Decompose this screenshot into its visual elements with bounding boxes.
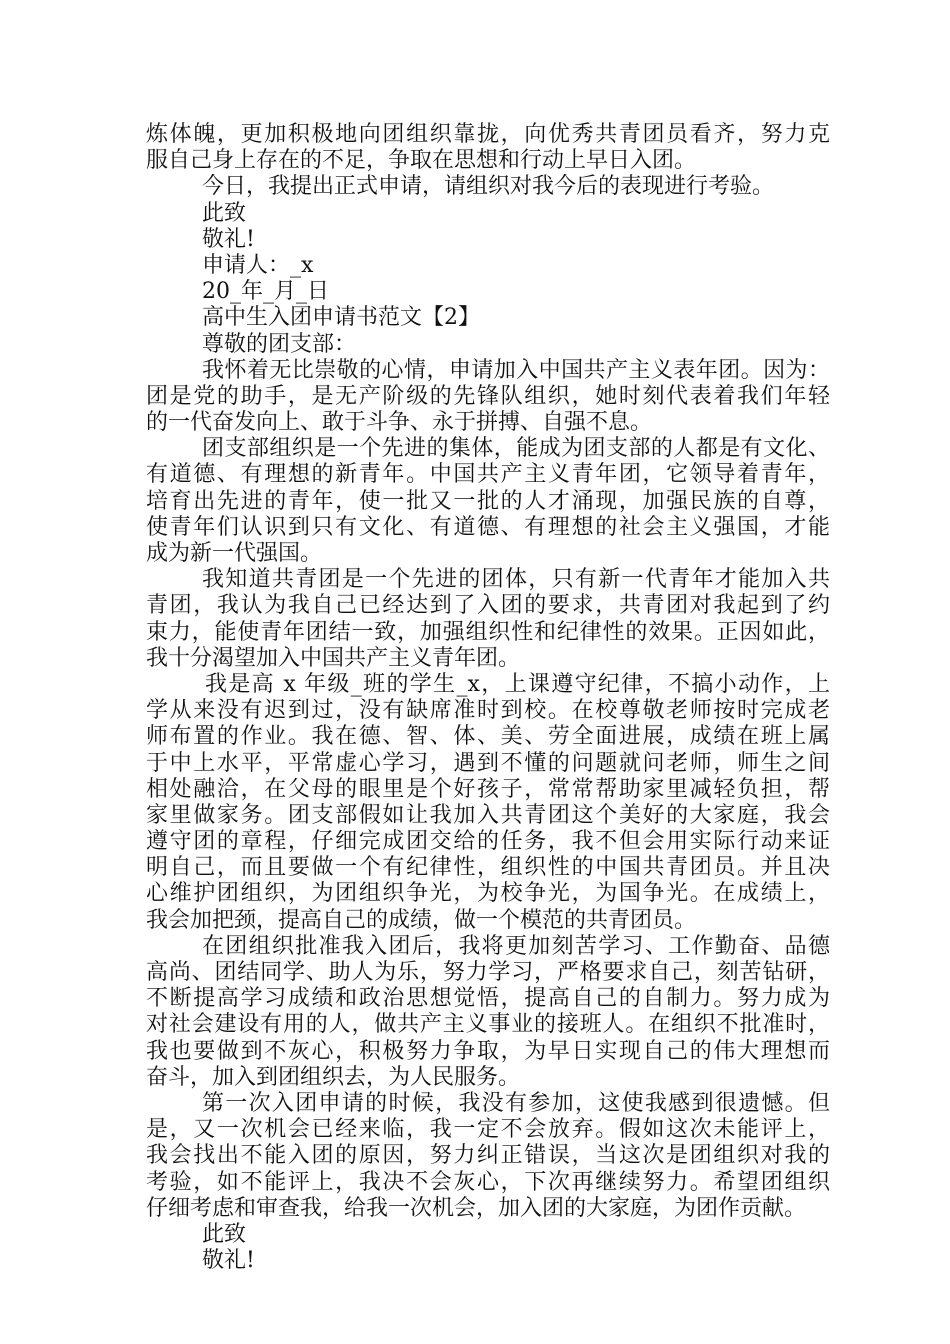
document-body [146,122,830,1274]
text-line: 考验，如不能评上，我决不会灰心，下次再继续努力。希望团组织 [146,1169,830,1195]
text-line: 申请人：_x [202,252,314,278]
text-line: 是，又一次机会已经来临，我一定不会放弃。假如这次未能评上， [146,1117,830,1143]
text-line: 有道德、有理想的新青年。中国共产主义青年团，它领导着青年， [146,462,830,488]
text-line: 遵守团的章程，仔细完成团交给的任务，我不但会用实际行动来证 [146,829,830,855]
paragraph-b7 [146,305,830,331]
text-line: 服自己身上存在的不足，争取在思想和行动上早日入团。 [146,148,697,174]
text-line: 我也要做到不灰心，积极努力争取，为早日实现自己的伟大理想而 [146,1038,830,1064]
paragraph-b16 [146,1248,830,1274]
text-line: 此致 [202,1221,247,1247]
text-line: 此致 [202,200,247,226]
text-line: 相处融洽，在父母的眼里是个好孩子，常常帮助家里减轻负担，帮 [146,776,830,802]
text-line: 我会找出不能入团的原因，努力纠正错误，当这次是团组织对我的 [146,1143,830,1169]
paragraph-b1 [146,122,830,174]
text-line: 心维护团组织，为团组织争光，为校争光，为国争光。在成绩上， [146,881,830,907]
text-line: 的一代奋发向上、敢于斗争、永于拼搏、自强不息。 [146,410,653,436]
text-line: 于中上水平，平常虚心学习，遇到不懂的问题就问老师，师生之间 [146,750,830,776]
text-line: 第一次入团申请的时候，我没有参加，这使我感到很遗憾。但 [202,1090,830,1116]
text-line: 仔细考虑和审查我，给我一次机会，加入团的大家庭，为团作贡献。 [146,1195,807,1221]
text-line: 我十分渴望加入中国共产主义青年团。 [146,645,521,671]
text-line: 高中生入团申请书范文【2】 [202,305,480,331]
text-line: 我是高 x 年级_班的学生_x，上课遵守纪律，不搞小动作，上 [205,671,830,697]
text-line: 培育出先进的青年，使一批又一批的人才涌现，加强民族的自尊， [146,488,830,514]
paragraph-b2 [146,174,830,200]
text-line: 使青年们认识到只有文化、有道德、有理想的社会主义强国，才能 [146,514,830,540]
text-line: 不断提高学习成绩和政治思想觉悟，提高自己的自制力。努力成为 [146,986,830,1012]
paragraph-b10 [146,436,830,567]
paragraph-b6 [146,279,830,305]
text-line: 束力，能使青年团结一致，加强组织性和纪律性的效果。正因如此， [146,619,830,645]
text-line: 学从来没有迟到过，没有缺席准时到校。在校尊敬老师按时完成老 [146,698,830,724]
paragraph-b9 [146,358,830,437]
paragraph-b3 [146,201,830,227]
text-line: 20_年_月_日 [202,279,329,305]
paragraph-b13 [146,934,830,1091]
text-line: 奋斗，加入到团组织去，为人民服务。 [146,1064,521,1090]
text-line: 我知道共青团是一个先进的团体，只有新一代青年才能加入共 [202,567,830,593]
paragraph-b14 [146,1091,830,1222]
text-line: 我会加把颈，提高自己的成绩，做一个模范的共青团员。 [146,907,697,933]
text-line: 敬礼! [202,1248,255,1274]
text-line: 师布置的作业。我在德、智、体、美、劳全面进展，成绩在班上属 [146,724,830,750]
text-line: 尊敬的团支部： [202,331,357,357]
text-line: 我怀着无比崇敬的心情，申请加入中国共产主义表年团。因为： [202,357,830,383]
text-line: 今日，我提出正式申请，请组织对我今后的表现进行考验。 [202,174,775,200]
text-line: 家里做家务。团支部假如让我加入共青团这个美好的大家庭，我会 [146,802,830,828]
text-line: 对社会建设有用的人，做共产主义事业的接班人。在组织不批准时， [146,1012,830,1038]
text-line: 高尚、团结同学、助人为乐，努力学习，严格要求自己，刻苦钻研， [146,960,830,985]
text-line: 敬礼! [202,226,255,252]
text-line: 团支部组织是一个先进的集体，能成为团支部的人都是有文化、 [202,436,830,462]
text-line: 青团，我认为我自己已经达到了入团的要求，共青团对我起到了约 [146,593,830,619]
paragraph-b12 [146,672,830,934]
paragraph-b15 [146,1222,830,1248]
text-line: 在团组织批准我入团后，我将更加刻苦学习、工作勤奋、品德 [202,933,830,959]
text-line: 炼体魄，更加积极地向团组织靠拢，向优秀共青团员看齐，努力克 [146,122,830,147]
text-line: 团是党的助手，是无产阶级的先锋队组织，她时刻代表着我们年轻 [146,383,830,409]
paragraph-b8 [146,332,830,358]
text-line: 明自己，而且要做一个有纪律性，组织性的中国共青团员。并且决 [146,855,830,881]
text-line: 成为新一代强国。 [146,541,323,566]
paragraph-b4 [146,227,830,253]
paragraph-b11 [146,567,830,672]
paragraph-b5 [146,253,830,279]
